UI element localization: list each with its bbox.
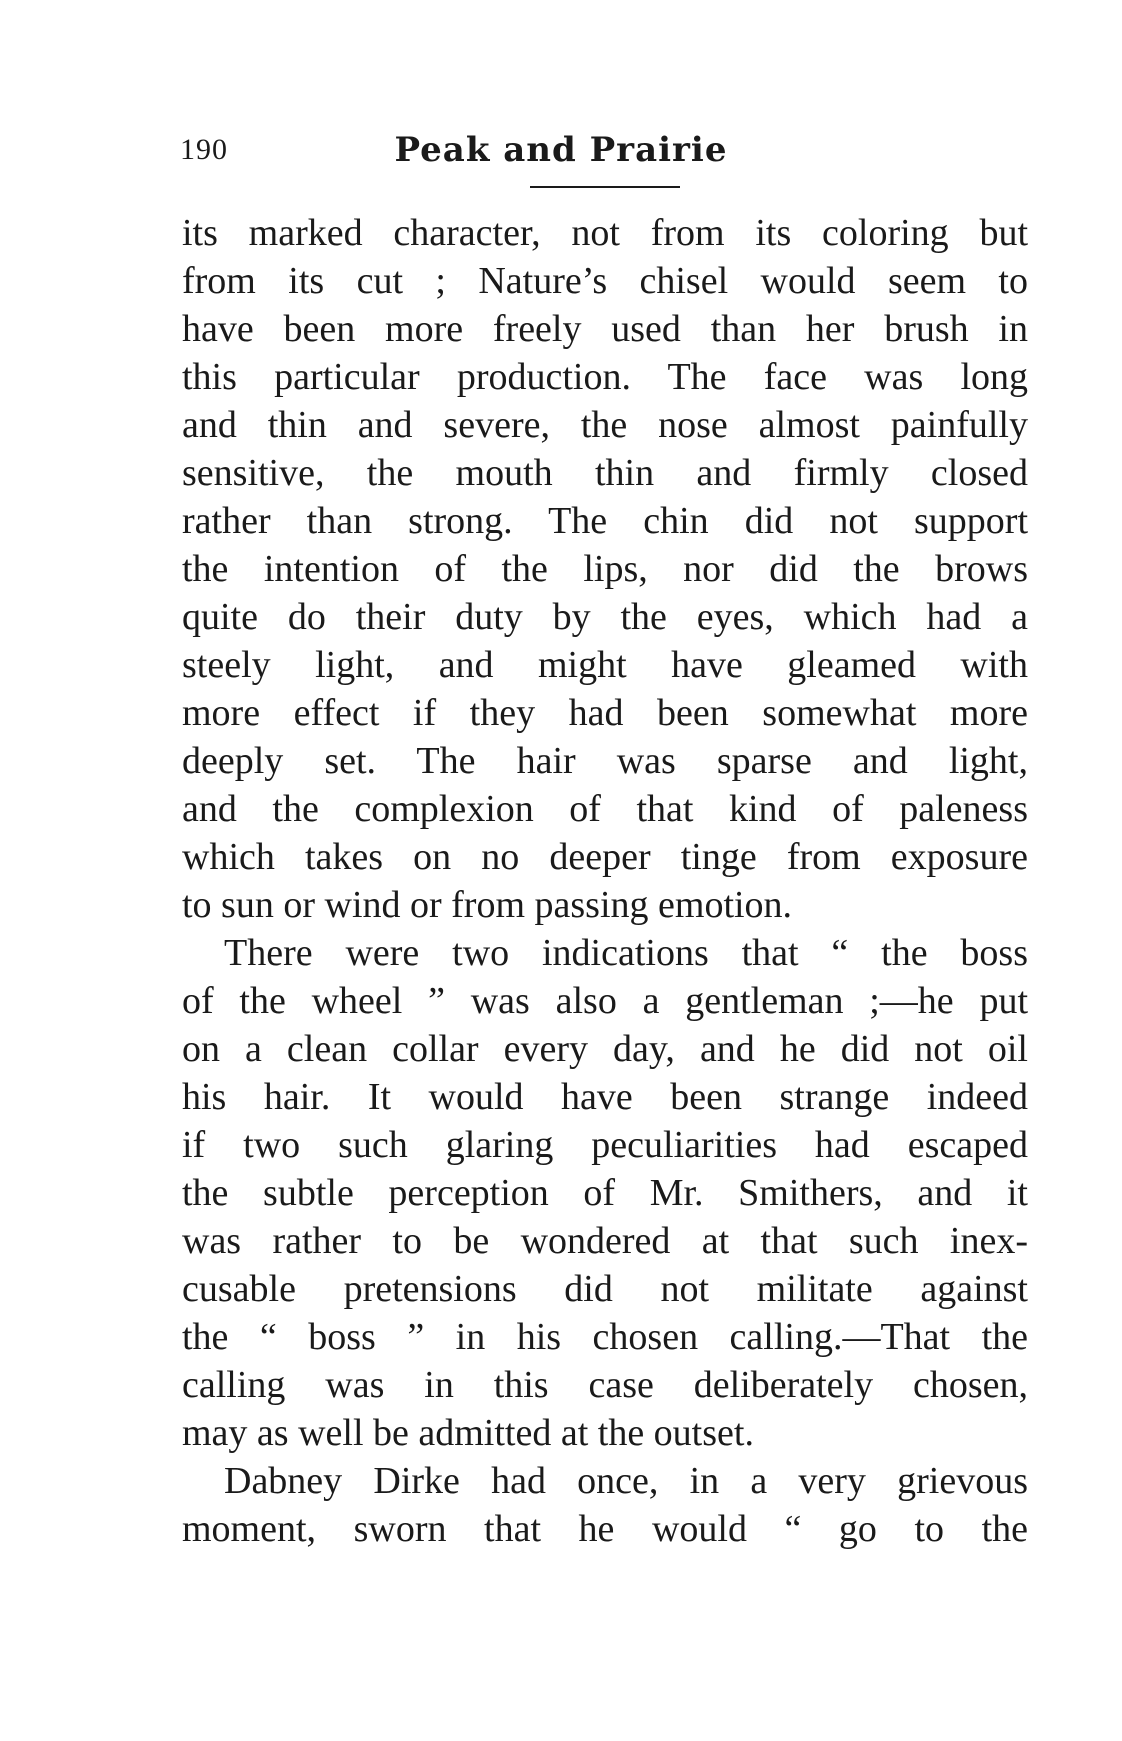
text-line: to sun or wind or from passing emotion. — [182, 884, 793, 926]
text-line: and the complexion of that kind of paleness — [182, 788, 1028, 830]
text-line: his hair. It would have been strange indeed — [182, 1076, 1028, 1118]
text-line: the subtle perception of Mr. Smithers, and it — [182, 1172, 1028, 1214]
text-line: quite do their duty by the eyes, which had a — [182, 596, 1028, 638]
text-line: if two such glaring peculiarities had escaped — [182, 1124, 1028, 1166]
text-line: the intention of the lips, nor did the brows — [182, 548, 1028, 590]
text-line: sensitive, the mouth thin and firmly closed — [182, 452, 1028, 494]
text-line: which takes on no deeper tinge from exposure — [182, 836, 1028, 878]
paragraph — [182, 209, 1028, 929]
text-line: its marked character, not from its coloring but — [182, 212, 1028, 254]
text-line: was rather to be wondered at that such inex- — [182, 1220, 1028, 1262]
text-line: the “ boss ” in his chosen calling.—That the — [182, 1316, 1028, 1358]
text-line: have been more freely used than her brush in — [182, 308, 1028, 350]
text-line: may as well be admitted at the outset. — [182, 1412, 754, 1454]
text-line: of the wheel ” was also a gentleman ;—he put — [182, 980, 1028, 1022]
text-line: deeply set. The hair was sparse and light, — [182, 740, 1028, 782]
header-rule — [530, 186, 680, 188]
running-title: Peak and Prairie — [394, 130, 728, 170]
body-text — [182, 209, 1028, 1553]
text-line: and thin and severe, the nose almost painfully — [182, 404, 1028, 446]
text-line: from its cut ; Nature’s chisel would seem to — [182, 260, 1028, 302]
text-line: on a clean collar every day, and he did not oil — [182, 1028, 1028, 1070]
paragraph — [182, 929, 1028, 1457]
text-line: Dabney Dirke had once, in a very grievous — [224, 1460, 1028, 1502]
text-line: rather than strong. The chin did not support — [182, 500, 1028, 542]
page-number: 190 — [180, 133, 228, 166]
text-line: calling was in this case deliberately chosen, — [182, 1364, 1028, 1406]
text-line: this particular production. The face was long — [182, 356, 1028, 398]
paragraph — [182, 1457, 1028, 1553]
text-line: steely light, and might have gleamed with — [182, 644, 1028, 686]
text-line: more effect if they had been somewhat more — [182, 692, 1028, 734]
text-line: moment, sworn that he would “ go to the — [182, 1508, 1028, 1550]
text-line: cusable pretensions did not militate against — [182, 1268, 1028, 1310]
text-line: There were two indications that “ the boss — [224, 932, 1028, 974]
